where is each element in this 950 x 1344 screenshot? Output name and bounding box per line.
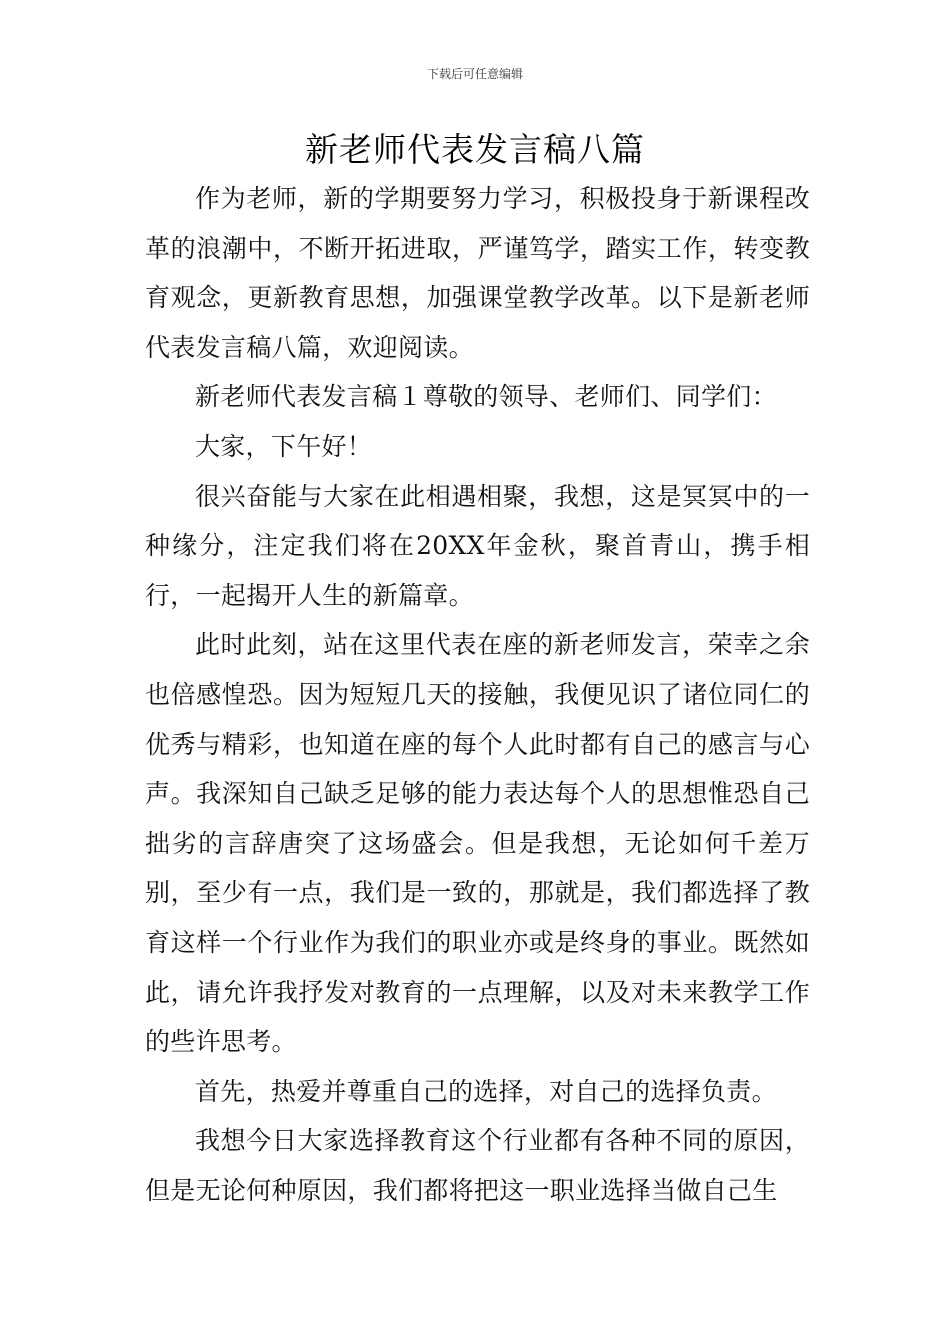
document-title: 新老师代表发言稿八篇 [305,130,645,169]
paragraph-intro: 作为老师，新的学期要努力学习，积极投身于新课程改革的浪潮中，不断开拓进取，严谨笃学，踏实工作，转变教育观念，更新教育思想，加强课堂教学改革。以下是新老师代表发言稿八篇，欢迎阅读。 [145,184,810,362]
paragraph-greeting: 大家，下午好！ [195,431,373,461]
paragraph-speech-heading: 新老师代表发言稿１尊敬的领导、老师们、同学们： [195,382,777,412]
paragraph-continuation: 我想今日大家选择教育这个行业都有各种不同的原因，但是无论何种原因，我们都将把这一职业选择当做自己生 [145,1126,810,1205]
header-note: 下载后可任意编辑 [426,67,523,81]
paragraph-first-point: 首先，热爱并尊重自己的选择，对自己的选择负责。 [195,1076,777,1106]
paragraph-opening: 很兴奋能与大家在此相遇相聚，我想，这是冥冥中的一种缘分，注定我们将在20XX年金秋，聚首青山，携手相行，一起揭开人生的新篇章。 [145,481,810,610]
document-body [145,174,810,1215]
paragraph-reflection: 此时此刻，站在这里代表在座的新老师发言，荣幸之余也倍感惶恐。因为短短几天的接触，我便见识了诸位同仁的优秀与精彩，也知道在座的每个人此时都有自己的感言与心声。我深知自己缺乏足够的能力表达每个人的思想惟恐自己拙劣的言辞唐突了这场盛会。但是我想，无论如何千差万别，至少有一点，我们是一致的，那就是，我们都选择了教育这样一个行业作为我们的职业亦或是终身的事业。既然如此，请允许我抒发对教育的一点理解，以及对未来教学工作的些许思考。 [145,630,810,1057]
